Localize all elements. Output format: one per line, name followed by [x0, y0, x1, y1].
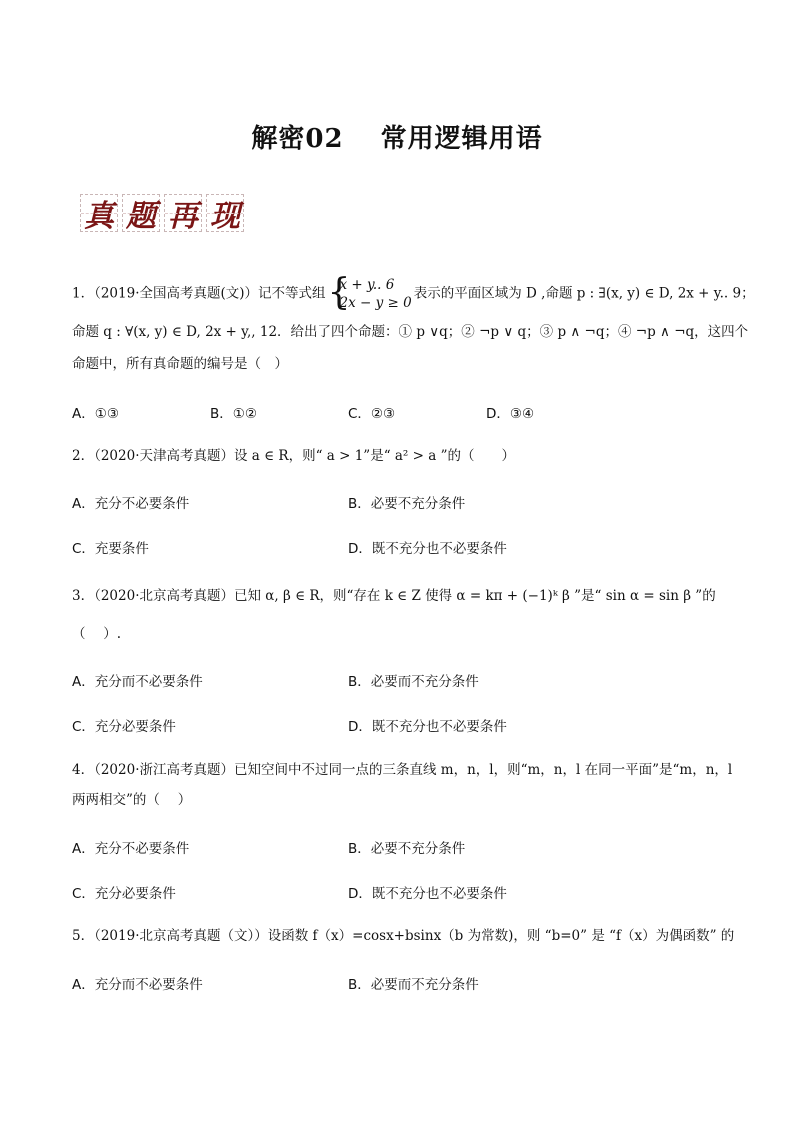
banner-char: 真: [80, 194, 118, 232]
q2-option-c[interactable]: C．充要条件: [72, 541, 149, 557]
q2-option-a[interactable]: A．充分不必要条件: [72, 496, 190, 512]
q1-option-a[interactable]: A．①③: [72, 406, 119, 422]
question-2-line-1: 2．（2020·天津高考真题）设 a ∈ R，则“ a > 1”是“ a² > a ”的（ ）: [72, 448, 515, 464]
q4-option-c[interactable]: C．充分必要条件: [72, 886, 176, 902]
question-1-line-2: 命题 q : ∀(x, y) ∈ D, 2x + y,, 12．给出了四个命题：① p ∨q；② ¬p ∨ q；③ p ∧ ¬q；④ ¬p ∧ ¬q，这四个: [72, 324, 749, 340]
q1-option-c[interactable]: C．②③: [348, 406, 396, 422]
q3-option-a[interactable]: A．充分而不必要条件: [72, 674, 203, 690]
question-4-line-2: 两两相交”的（ ）: [72, 792, 192, 808]
banner-char: 现: [206, 194, 244, 232]
question-1-line-1: [72, 272, 755, 313]
inequality-1: x + y.. 6: [339, 277, 395, 293]
inequality-2: 2x − y ≥ 0: [339, 295, 412, 311]
inequality-system: { x + y.. 6 2x − y ≥ 0: [327, 272, 412, 313]
banner-char: 再: [164, 194, 202, 232]
q5-option-b[interactable]: B．必要而不充分条件: [348, 977, 479, 993]
q2-option-b[interactable]: B．必要不充分条件: [348, 496, 466, 512]
question-1-line-3: 命题中，所有真命题的编号是（ ）: [72, 356, 288, 372]
question-3-line-1: 3．（2020·北京高考真题）已知 α, β ∈ R，则“存在 k ∈ Z 使得 α = kπ + (−1)ᵏ β ”是“ sin α = sin β ”的: [72, 588, 716, 604]
question-5-line-1: 5．（2019·北京高考真题（文））设函数 f（x）=cosx+bsinx（b 为常数)，则 “b=0” 是 “f（x）为偶函数” 的: [72, 928, 735, 944]
q4-option-a[interactable]: A．充分不必要条件: [72, 841, 190, 857]
q3-option-d[interactable]: D．既不充分也不必要条件: [348, 719, 507, 735]
q4-option-d[interactable]: D．既不充分也不必要条件: [348, 886, 507, 902]
section-banner: [80, 194, 244, 234]
page-title: 解密02 常用逻辑用语: [251, 124, 543, 154]
q3-option-b[interactable]: B．必要而不充分条件: [348, 674, 479, 690]
banner-char: 题: [122, 194, 160, 232]
question-4-line-1: 4．（2020·浙江高考真题）已知空间中不过同一点的三条直线 m，n，l，则“m，n，l 在同一平面”是“m，n，l: [72, 762, 733, 778]
question-1-suffix: 表示的平面区域为 D ,命题 p : ∃(x, y) ∈ D, 2x + y.. 9；: [413, 285, 755, 302]
question-3-line-2: （ ）.: [72, 626, 122, 642]
q1-option-b[interactable]: B．①②: [210, 406, 257, 422]
q1-option-d[interactable]: D．③④: [486, 406, 535, 422]
question-1-prefix: 1．（2019·全国高考真题(文)）记不等式组: [72, 285, 326, 302]
q2-option-d[interactable]: D．既不充分也不必要条件: [348, 541, 507, 557]
q4-option-b[interactable]: B．必要不充分条件: [348, 841, 466, 857]
q3-option-c[interactable]: C．充分必要条件: [72, 719, 176, 735]
q5-option-a[interactable]: A．充分而不必要条件: [72, 977, 203, 993]
